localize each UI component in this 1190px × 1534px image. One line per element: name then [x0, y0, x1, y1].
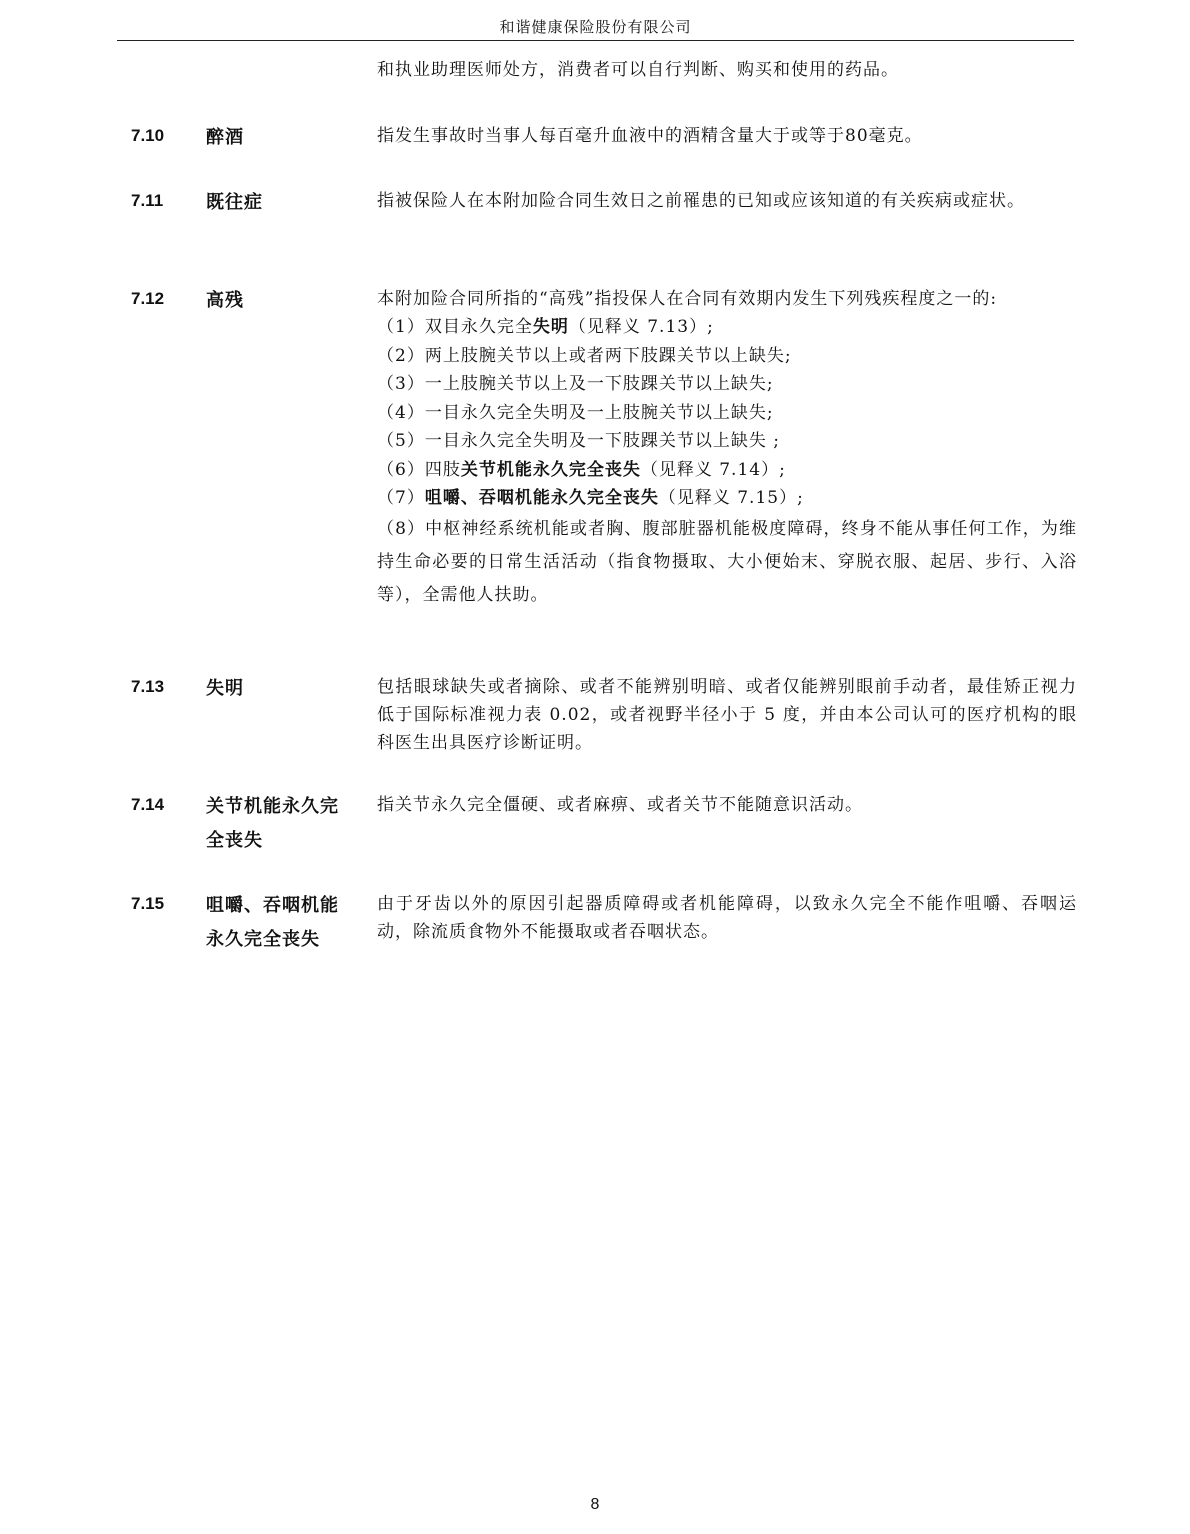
clause-term: 高残	[206, 290, 244, 311]
list-item: （6）四肢关节机能永久完全丧失（见释义 7.14）;	[377, 459, 786, 480]
clause-definition	[377, 791, 1077, 819]
clause-number: 7.14	[131, 795, 165, 814]
definition-text: 指关节永久完全僵硬、或者麻痹、或者关节不能随意识活动。	[377, 795, 863, 815]
definition-text: 指被保险人在本附加险合同生效日之前罹患的已知或应该知道的有关疾病或症状。	[377, 191, 1025, 211]
list-item: （4）一目永久完全失明及一上肢腕关节以上缺失;	[377, 402, 774, 423]
clause-number: 7.12	[131, 289, 165, 308]
clause-definition	[377, 890, 1077, 946]
clause-number: 7.11	[131, 191, 164, 210]
page-number: 8	[590, 1496, 600, 1513]
definition-text: 由于牙齿以外的原因引起器质障碍或者机能障碍，以致永久完全不能作咀嚼、吞咽运动，除流质食物外不能摄取或者吞咽状态。	[377, 894, 1077, 942]
header-divider	[117, 40, 1074, 41]
clause-number: 7.10	[131, 126, 165, 145]
list-item: （8）中枢神经系统机能或者胸、腹部脏器机能极度障碍，终身不能从事任何工作，为维持生命必要的日常生活活动（指食物摄取、大小便始末、穿脱衣服、起居、步行、入浴等），全需他人扶助。	[377, 518, 1077, 605]
definition-text: 本附加险合同所指的“高残”指投保人在合同有效期内发生下列残疾程度之一的:	[377, 289, 998, 309]
list-item: （3）一上肢腕关节以上及一下肢踝关节以上缺失;	[377, 374, 774, 394]
clause-term: 失明	[206, 678, 244, 699]
continued-paragraph: 和执业助理医师处方，消费者可以自行判断、购买和使用的药品。	[377, 60, 899, 80]
list-item: （5）一目永久完全失明及一下肢踝关节以上缺失 ;	[377, 431, 780, 451]
page-header: 和谐健康保险股份有限公司	[499, 18, 692, 36]
clause-definition	[377, 122, 1077, 150]
definition-text: 包括眼球缺失或者摘除、或者不能辨别明暗、或者仅能辨别眼前手动者，最佳矫正视力低于国际标准视力表 0.02，或者视野半径小于 5 度，并由本公司认可的医疗机构的眼科医生出具医疗诊断证明。	[377, 677, 1077, 753]
clause-term: 既往症	[206, 192, 263, 213]
clause-definition	[377, 673, 1077, 757]
clause-definition	[377, 285, 1077, 612]
clause-term: 关节机能永久完全丧失	[206, 796, 339, 851]
list-item: （7）咀嚼、吞咽机能永久完全丧失（见释义 7.15）;	[377, 488, 804, 508]
list-item: （2）两上肢腕关节以上或者两下肢踝关节以上缺失;	[377, 345, 792, 366]
clause-term: 咀嚼、吞咽机能永久完全丧失	[206, 895, 339, 950]
clause-definition	[377, 184, 1077, 218]
definition-text: 指发生事故时当事人每百毫升血液中的酒精含量大于或等于80毫克。	[377, 126, 923, 146]
list-item: （1）双目永久完全失明（见释义 7.13）;	[377, 317, 714, 337]
clause-number: 7.15	[131, 894, 165, 913]
clause-term: 醉酒	[206, 127, 244, 148]
clause-number: 7.13	[131, 677, 165, 696]
